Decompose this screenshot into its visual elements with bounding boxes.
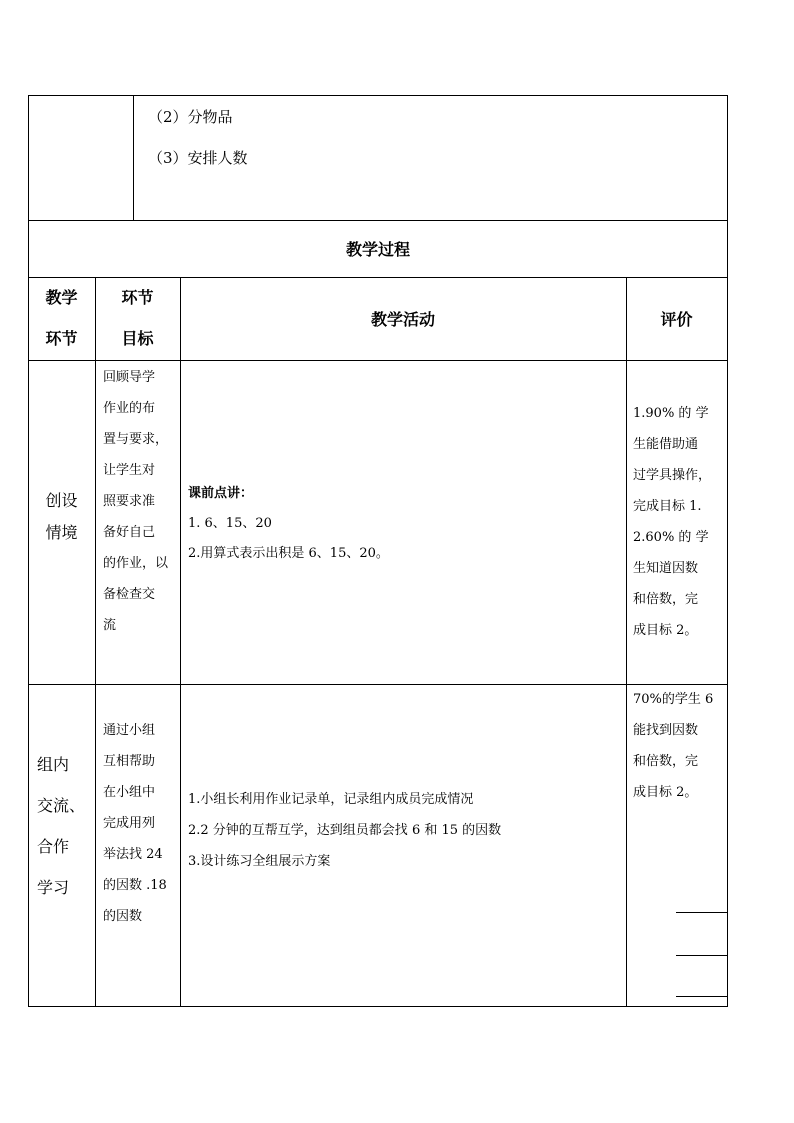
row1-goal-line: 备好自己 [103,525,156,540]
row2-goal-line: 的因数 .18 [103,878,167,893]
row1-evaluation-line: 成目标 2。 [633,623,698,638]
row2-goal-line: 在小组中 [103,785,156,800]
row1-stage [28,492,95,541]
column-divider-3 [626,277,627,1007]
row2-stage-line: 交流、 [37,796,86,815]
header-stage-goal [95,289,180,347]
top-section-divider [133,95,134,220]
table-border-right [727,95,728,1007]
evaluation-underline-1 [676,912,727,913]
evaluation-underline-2 [676,955,727,956]
row2-activity-item-2: 2.2 分钟的互帮互学，达到组员都会找 6 和 15 的因数 [188,823,502,838]
row2-stage [37,756,85,896]
row2-goal-line: 完成用列 [103,816,156,831]
row2-goal-line: 的因数 [103,909,143,924]
row2-activity-item-3: 3.设计练习全组展示方案 [188,854,331,869]
row1-goal-line: 回顾导学 [103,370,156,385]
row2-evaluation-line: 能找到因数 [633,723,699,738]
row2-evaluation-line: 70%的学生 6 [633,692,714,707]
section-title: 教学过程 [345,240,410,259]
table-border-bottom [28,1006,728,1007]
row1-activity-item-2: 2.用算式表示出积是 6、15、20。 [188,546,389,561]
header-teaching-activity: 教学活动 [370,310,435,329]
row1-goal [103,370,168,633]
row2-evaluation [633,692,713,800]
table-border-header-top [28,277,728,278]
column-divider-1 [95,277,96,1007]
header-stage-goal-line-1: 环节 [121,288,154,307]
row2-stage-line: 合作 [37,837,70,856]
row2-stage-line: 学习 [37,878,70,897]
row1-evaluation-line: 过学具操作， [633,468,712,483]
row1-evaluation-line: 生知道因数 [633,561,699,576]
row1-activity-title: 课前点讲： [188,486,254,501]
row1-stage-line-2: 情境 [45,523,78,542]
row2-activity-item-1: 1.小组长利用作业记录单，记录组内成员完成情况 [188,792,474,807]
row1-goal-line: 让学生对 [103,463,156,478]
row2-goal-line: 互相帮助 [103,754,156,769]
table-border-section-top [28,220,728,221]
row2-goal-line: 举法找 24 [103,847,163,862]
header-teaching-stage-line-1: 教学 [45,288,78,307]
table-border-left [28,95,29,1007]
row1-evaluation-line: 1.90% 的 学 [633,406,709,421]
row1-goal-line: 备检查交 [103,587,156,602]
row1-evaluation-line: 2.60% 的 学 [633,530,709,545]
row1-goal-line: 照要求准 [103,494,156,509]
row1-evaluation-line: 和倍数，完 [633,592,699,607]
header-evaluation: 评价 [660,310,693,329]
top-item-2: （3）安排人数 [148,149,248,167]
column-divider-2 [180,277,181,1007]
row1-evaluation-line: 完成目标 1. [633,499,702,514]
row1-evaluation [633,406,711,638]
row1-goal-line: 的作业，以 [103,556,169,571]
row1-goal-line: 流 [103,618,117,633]
header-stage-goal-line-2: 目标 [121,329,154,348]
row1-activity-item-1: 1. 6、15、20 [188,516,272,531]
row2-evaluation-line: 成目标 2。 [633,785,698,800]
header-teaching-stage [28,289,95,347]
row1-goal-line: 作业的布 [103,401,156,416]
top-item-1: （2）分物品 [148,108,233,126]
row2-goal-line: 通过小组 [103,723,156,738]
row1-evaluation-line: 生能借助通 [633,437,699,452]
row1-stage-line-1: 创设 [45,491,78,510]
row2-evaluation-line: 和倍数，完 [633,754,699,769]
header-teaching-stage-line-2: 环节 [45,329,78,348]
row1-goal-line: 置与要求， [103,432,169,447]
evaluation-underline-3 [676,996,727,997]
table-border-row1-bottom [28,684,728,685]
table-border-header-bottom [28,360,728,361]
row2-goal [103,723,167,924]
row2-stage-line: 组内 [37,755,70,774]
